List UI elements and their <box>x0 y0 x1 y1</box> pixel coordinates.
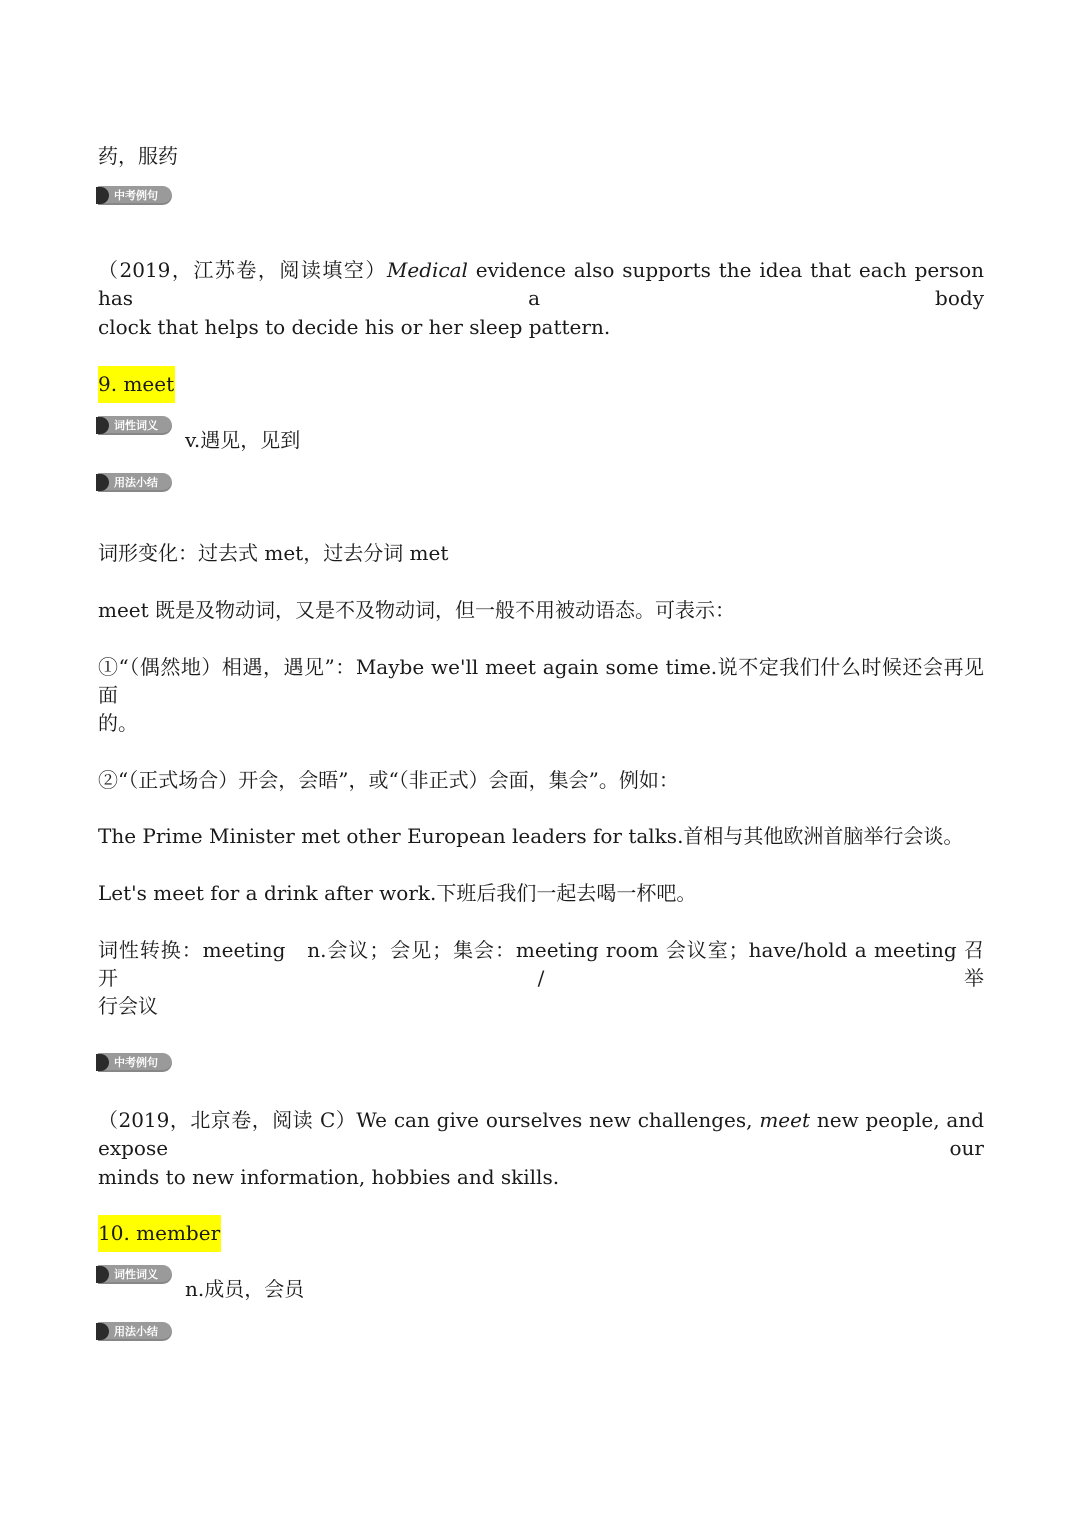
sense-2: ②“（正式场合）开会，会晤”，或“（非正式）会面，集会”。例如： <box>98 768 679 792</box>
example-rest: evidence also supports the idea that each person has a body <box>98 258 984 310</box>
sense-1-line2: 的。 <box>98 711 138 735</box>
exam-example-tag <box>98 186 172 205</box>
pos-meaning-text: n.成员，会员 <box>185 1277 305 1301</box>
tag-label: 词性词义 <box>114 1268 158 1281</box>
example-source: （2019，江苏卷，阅读填空） <box>98 258 387 282</box>
tag-label: 词性词义 <box>114 419 158 432</box>
exam-example-line2: minds to new information, hobbies and skills. <box>98 1165 560 1189</box>
tag-label: 中考例句 <box>114 189 158 202</box>
exam-pre: We can give ourselves new challenges, <box>356 1108 760 1132</box>
pos-meaning-tag <box>98 416 172 435</box>
entry-heading <box>98 1219 221 1247</box>
tag-label: 中考例句 <box>114 1056 158 1069</box>
usage-summary-tag <box>98 473 172 492</box>
pos-meaning-tag <box>98 1265 172 1284</box>
exam-example-tag <box>98 1053 172 1072</box>
usage-example-1: The Prime Minister met other European leaders for talks.首相与其他欧洲首脑举行会谈。 <box>98 824 964 848</box>
conversion-line2: 行会议 <box>98 994 158 1018</box>
usage-example-2: Let's meet for a drink after work.下班后我们一起去喝一杯吧。 <box>98 881 697 905</box>
exam-source: （2019，北京卷，阅读 C） <box>98 1108 357 1132</box>
pos-meaning-text: v.遇见，见到 <box>185 428 301 452</box>
example-sentence-line1 <box>98 256 984 312</box>
usage-summary-tag <box>98 1322 172 1341</box>
exam-keyword: meet <box>759 1108 810 1132</box>
example-keyword: Medical <box>386 258 468 282</box>
conversion-line1: 词性转换：meeting n.会议；会见；集会：meeting room 会议室；have/hold a meeting 召开/举 <box>98 938 984 990</box>
exam-post: new people, and expose our <box>98 1108 985 1160</box>
tag-label: 用法小结 <box>114 1325 158 1338</box>
word-forms: 词形变化：过去式 met，过去分词 met <box>98 541 449 565</box>
tag-label: 用法小结 <box>114 476 158 489</box>
prev-entry-meaning: 药，服药 <box>98 144 178 168</box>
exam-example-line1 <box>98 1106 984 1162</box>
entry-heading-highlight: 9. meet <box>98 366 175 403</box>
sense-1-line1: ①“（偶然地）相遇，遇见”：Maybe we'll meet again some time.说不定我们什么时候还会再见面 <box>98 655 984 707</box>
entry-heading-highlight: 10. member <box>98 1215 221 1252</box>
example-sentence-line2: clock that helps to decide his or her sleep pattern. <box>98 315 611 339</box>
entry-heading <box>98 370 175 398</box>
usage-intro: meet 既是及物动词，又是不及物动词，但一般不用被动语态。可表示： <box>98 598 736 622</box>
